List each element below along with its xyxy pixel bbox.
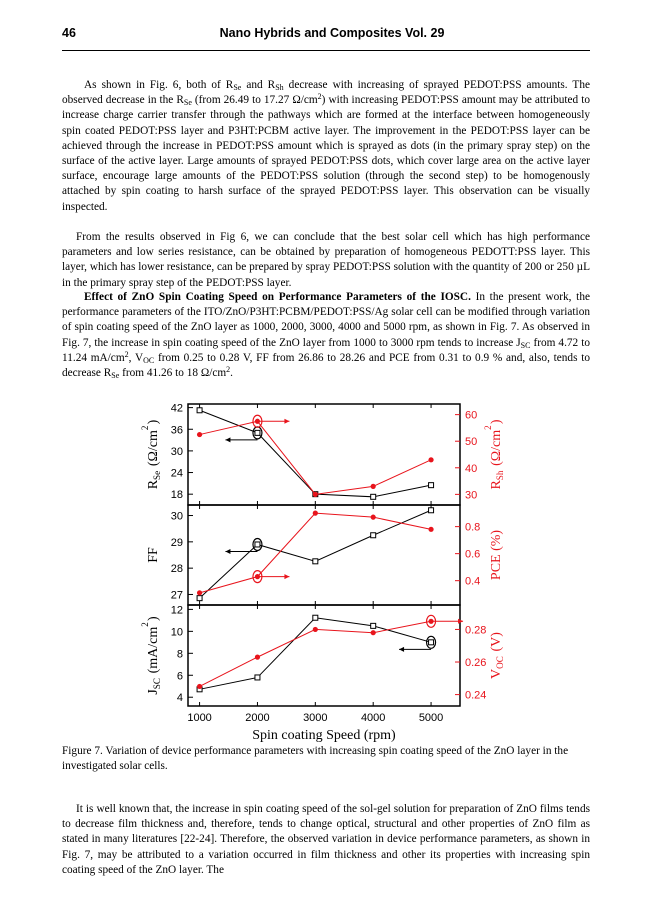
panel-frame: [188, 404, 460, 505]
chart-panel-3: [171, 604, 487, 706]
y-tick-label-left: 27: [170, 589, 183, 602]
data-point-right: [371, 484, 376, 489]
x-tick-label: 5000: [418, 712, 444, 724]
y-tick-label-left: 30: [170, 510, 183, 523]
page-number: 46: [62, 26, 76, 40]
panel-frame: [188, 505, 460, 605]
x-axis-label: Spin coating Speed (rpm): [252, 728, 396, 743]
data-point-left: [371, 623, 376, 628]
data-point-right: [371, 515, 376, 520]
y-axis-label-right: PCE (%): [489, 529, 504, 581]
data-point-right: [255, 655, 260, 660]
y-tick-label-left: 8: [176, 648, 183, 661]
data-point-left: [197, 408, 202, 413]
data-point-left: [313, 559, 318, 564]
paragraph-text: From the results observed in Fig 6, we can conclude that the best solar cell which has high performance parameters and low series resistance, can be obtained by preparation of homogeneous PEDOTT:PSS layer. This layer, which has lower resistance, can be prepared by spray PEDOT:PSS solution with the quantity of 200 or 250 µL in the primary spray step of the PEDOT:PSS layer.: [62, 231, 590, 289]
series-line-left: [200, 510, 431, 598]
y-tick-label-left: 29: [170, 536, 183, 549]
data-point-left: [313, 615, 318, 620]
data-point-left: [371, 533, 376, 538]
y-tick-label-right: 40: [465, 462, 478, 475]
data-point-left: [429, 483, 434, 488]
y-axis-label-right: $V_{OC}$ (V): [489, 632, 505, 679]
y-tick-label-left: 6: [176, 670, 183, 683]
y-tick-label-right: 0.24: [465, 689, 487, 702]
y-tick-label-left: 30: [170, 445, 183, 458]
data-point-right: [313, 511, 318, 516]
y-tick-label-left: 24: [170, 467, 183, 480]
y-axis-label-left: FF: [146, 547, 161, 563]
series-line-left: [200, 410, 431, 497]
journal-title: Nano Hybrids and Composites Vol. 29: [219, 26, 445, 40]
y-axis-label-left: $R_{Se}$ ($\Omega/cm^2$ ): [140, 419, 162, 490]
data-point-left: [429, 640, 434, 645]
y-tick-label-right: 0.4: [465, 575, 481, 588]
y-tick-label-right: 0.26: [465, 657, 487, 670]
y-tick-label-left: 28: [170, 563, 183, 576]
arrow-head: [225, 549, 230, 554]
x-tick-label: 3000: [303, 712, 328, 724]
data-point-right: [197, 590, 202, 595]
data-point-right: [428, 457, 433, 462]
arrow-head: [225, 437, 230, 442]
y-tick-label-left: 12: [170, 604, 183, 617]
paragraph-text: As shown in Fig. 6, both of $R_{Se}$ and $R_{Sh}$ decrease with increasing of sprayed PEDOT:PSS amounts. The observed decrease in the $R_{Se}$ (from 26.49 to 17.27 $\Omega/cm^2$) with increasing PEDOT:PSS amount may be attributed to increase charge carrier transfer through the pathways which are formed at the interface between homogeneously spin coated PEDOT:PSS layer and P3HT:PCBM active layer. The improvement in the PEDOT:PSS layer can be achieved through the increase in PEDOT:PSS amount which is sprayed as dots (in the primary spray step) on the surface of the active layer. Large amounts of sprayed PEDOT:PSS dots, which cover large area on the active layer surface, encourage large amounts of the PEDOT:PSS solution (through the second step) to be homogenously attached by spin coating to harsh surface of the sprayed PEDOT:PSS layer. This observation can be visually inspected.: [62, 79, 591, 213]
y-tick-label-right: 50: [465, 436, 478, 449]
y-tick-label-right: 60: [465, 409, 478, 422]
data-point-left: [371, 494, 376, 499]
data-point-left: [255, 675, 260, 680]
data-point-right: [197, 432, 202, 437]
arrow-head: [284, 574, 289, 579]
y-tick-label-right: 0.28: [465, 624, 487, 637]
y-tick-label-right: 0.6: [465, 548, 481, 561]
x-tick-label: 1000: [187, 712, 212, 724]
paragraph-text: It is well known that, the increase in spin coating speed of the sol-gel solution for preparation of ZnO films tends to decrease film thickness and, therefore, tends to change optical, structural and other properties of ZnO film as stated in many literatures [22-24]. Therefore, the observed variation in device performance parameters, as shown in Fig. 7, may be attributed to a variation occurred in film thickness and other its properties with increasing spin coating speed of the ZnO layer. The: [62, 803, 590, 876]
arrow-head: [284, 419, 289, 424]
data-point-left: [197, 596, 202, 601]
data-point-left: [255, 430, 260, 435]
paragraph-text: In the present work, the performance parameters of the ITO/ZnO/P3HT:PCBM/PEDOT:PSS/Ag solar cell can be modified through variation of spin coating speed of the ZnO layer as 1000, 2000, 3000, 4000 and 5000 rpm, as shown in Fig. 7. As observed in Fig. 7, the increase in spin coating speed of the ZnO layer from 1000 to 3000 rpm tends to increase $J_{SC}$ from 4.72 to 11.24 $mA/cm^2$, $V_{OC}$ from 0.25 to 0.28 V, FF from 26.86 to 28.26 and PCE from 0.31 to 0.9 % and, also, tends to decrease $R_{Se}$ from 41.26 to 18 $\Omega/cm^2$.: [62, 291, 590, 381]
series-line-right: [200, 421, 431, 494]
x-tick-label: 2000: [245, 712, 270, 724]
x-tick-label: 4000: [360, 712, 386, 724]
y-tick-label-left: 36: [170, 424, 183, 437]
data-point-right: [313, 492, 318, 497]
y-axis-label-left: $J_{SC}$ ($mA/cm^2$ ): [140, 616, 162, 695]
y-axis-label-right: $R_{Sh}$ ($\Omega/cm^2$ ): [483, 419, 505, 490]
data-point-left: [429, 508, 434, 513]
paragraph-4: [62, 802, 590, 878]
data-point-right: [428, 527, 433, 532]
data-point-right: [371, 630, 376, 635]
data-point-right: [313, 627, 318, 632]
data-point-right: [197, 684, 202, 689]
panel-frame: [188, 605, 460, 706]
y-tick-label-right: 0.8: [465, 521, 481, 534]
y-tick-label-left: 10: [170, 626, 183, 639]
y-tick-label-left: 18: [170, 489, 183, 502]
figure-caption: Figure 7. Variation of device performance parameters with increasing spin coating speed of the ZnO layer in the investigated solar cells.: [62, 745, 569, 773]
chart-panel-2: [171, 505, 481, 605]
y-tick-label-left: 42: [170, 402, 183, 415]
data-point-left: [255, 542, 260, 547]
arrow-head: [399, 647, 404, 652]
chart-panel-1: [171, 403, 478, 505]
section-heading: Effect of ZnO Spin Coating Speed on Performance Parameters of the IOSC.: [84, 291, 471, 303]
y-tick-label-right: 30: [465, 489, 478, 502]
y-tick-label-left: 4: [176, 692, 183, 705]
